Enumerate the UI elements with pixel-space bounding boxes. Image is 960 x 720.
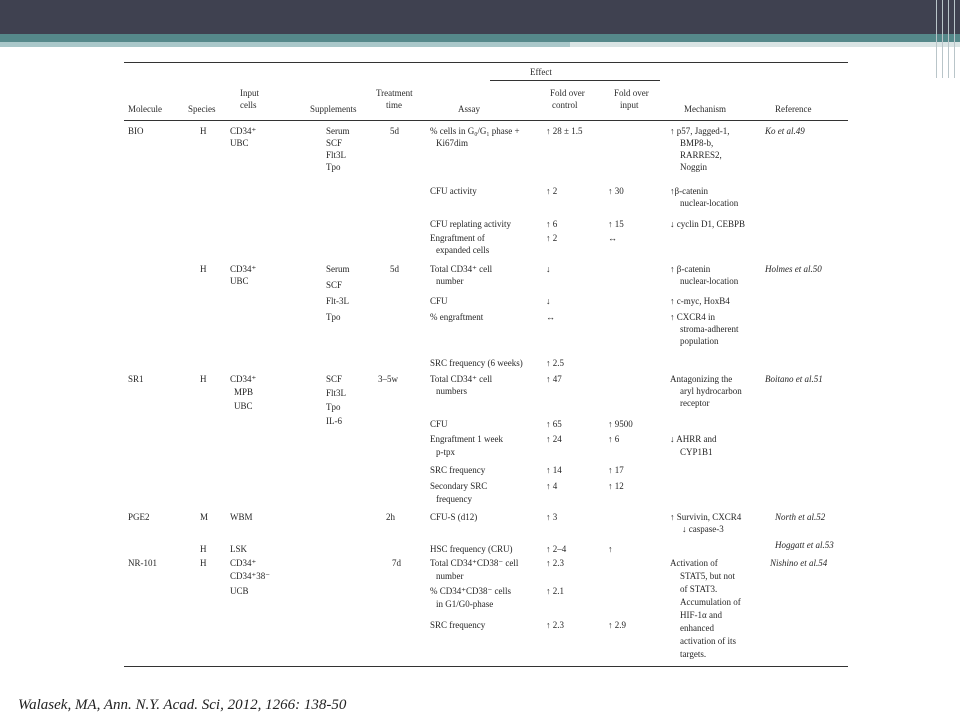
bio2-sup-1: Serum: [326, 264, 350, 274]
nr101-molecule: NR-101: [128, 558, 157, 568]
header-supplements: Supplements: [310, 104, 357, 114]
nr101-mech-1: Activation of: [670, 558, 718, 568]
sr1-time: 3–5w: [378, 374, 398, 384]
bio1-sup-2: SCF: [326, 138, 343, 148]
pge2-mech-1: ↑ Survivin, CXCR4: [670, 512, 742, 522]
pge2-species-2: H: [200, 544, 207, 554]
nr101-mech-1g: activation of its: [680, 636, 736, 646]
bio1-sup-1: Serum: [326, 126, 350, 136]
bio2-species: H: [200, 264, 207, 274]
sr1-assay-3: Engraftment 1 week: [430, 434, 503, 444]
nr101-assay-2b: in G1/G0-phase: [436, 599, 494, 609]
sr1-assay-1b: numbers: [436, 386, 467, 396]
header-input-2: cells: [240, 100, 257, 110]
nr101-assay-3: SRC frequency: [430, 620, 486, 630]
nr101-cells-2: CD34⁺38⁻: [230, 571, 271, 581]
header-fold-input-1: Fold over: [614, 88, 649, 98]
bio1-control-3: ↑ 6: [546, 219, 558, 229]
sr1-sup-1: SCF: [326, 374, 343, 384]
pge2-assay-1: CFU-S (d12): [430, 512, 478, 522]
sr1-cells-1: CD34⁺: [230, 374, 257, 384]
sr1-assay-2: CFU: [430, 419, 448, 429]
nr101-mech-1b: STAT5, but not: [680, 571, 736, 581]
header-species: Species: [188, 104, 216, 114]
header-fold-control-2: control: [552, 100, 578, 110]
sr1-sup-4: IL-6: [326, 416, 342, 426]
table-top-rule: [124, 62, 848, 63]
bio1-mech-3: ↓ cyclin D1, CEBPB: [670, 219, 746, 229]
nr101-control-2: ↑ 2.1: [546, 586, 564, 596]
bio1-assay-4: Engraftment of: [430, 233, 485, 243]
bio1-cells-2: UBC: [230, 138, 249, 148]
nr101-cells-1: CD34⁺: [230, 558, 257, 568]
bio1-input-4: ↔: [608, 233, 617, 243]
sr1-assay-3b: p-tpx: [436, 447, 455, 457]
header-effect: Effect: [530, 67, 552, 77]
bio1-sup-4: Tpo: [326, 162, 341, 172]
header-input-1: Input: [240, 88, 259, 98]
bio1-mech-1c: RARRES2,: [680, 150, 722, 160]
pge2-species: M: [200, 512, 209, 522]
sr1-control-4: ↑ 14: [546, 465, 562, 475]
corner-decoration: [930, 0, 960, 78]
bio1-molecule: BIO: [128, 126, 144, 136]
nr101-mech-1e: HIF-1α and: [680, 610, 722, 620]
bio1-control-1: ↑ 28 ± 1.5: [546, 126, 583, 136]
bio2-assay-3: % engraftment: [430, 312, 484, 322]
bio1-assay-3: CFU replating activity: [430, 219, 511, 229]
title-bar: [0, 0, 960, 34]
bio1-mech-2b: nuclear-location: [680, 198, 739, 208]
bio2-sup-4: Tpo: [326, 312, 341, 322]
pge2-molecule: PGE2: [128, 512, 150, 522]
bio2-sup-2: SCF: [326, 280, 343, 290]
pge2-mech-1b: ↓ caspase-3: [682, 524, 724, 534]
header-fold-input-2: input: [620, 100, 639, 110]
bio2-sup-3: Flt-3L: [326, 296, 350, 306]
bio1-control-4: ↑ 2: [546, 233, 558, 243]
accent-stripe-light-right: [570, 42, 960, 47]
bio2-mech-3: ↑ CXCR4 in: [670, 312, 716, 322]
sr1-control-5: ↑ 4: [546, 481, 558, 491]
bio1-reference: Ko et al.49: [765, 126, 805, 136]
header-fold-control-1: Fold over: [550, 88, 585, 98]
nr101-control-1: ↑ 2.3: [546, 558, 564, 568]
bio2-control-3: ↔: [546, 312, 555, 322]
sr1-cells-2: MPB: [234, 387, 254, 397]
nr101-control-3: ↑ 2.3: [546, 620, 564, 630]
bio1-control-2: ↑ 2: [546, 186, 558, 196]
nr101-time: 7d: [392, 558, 401, 568]
header-molecule: Molecule: [128, 104, 162, 114]
bio1-mech-1b: BMP8-b,: [680, 138, 714, 148]
bio1-input-2: ↑ 30: [608, 186, 624, 196]
bio1-assay-1: % cells in G₀/G₁ phase +: [430, 126, 520, 136]
header-treatment-1: Treatment: [376, 88, 413, 98]
sr1-mech-1: Antagonizing the: [670, 374, 733, 384]
bio1-assay-4b: expanded cells: [436, 245, 490, 255]
bio1-assay-2: CFU activity: [430, 186, 477, 196]
sr1-assay-1: Total CD34⁺ cell: [430, 374, 493, 384]
nr101-assay-1: Total CD34⁺CD38⁻ cell: [430, 558, 519, 568]
accent-stripe-light: [0, 42, 570, 47]
bio2-mech-1b: nuclear-location: [680, 276, 739, 286]
header-assay: Assay: [458, 104, 480, 114]
effect-rule: [490, 80, 660, 81]
sr1-control-3: ↑ 24: [546, 434, 562, 444]
pge2-reference-2: Hoggatt et al.53: [775, 540, 834, 550]
sr1-sup-2: Flt3L: [326, 388, 347, 398]
bio1-mech-1: ↑ p57, Jagged-1,: [670, 126, 730, 136]
bio2-mech-3b: stroma-adherent: [680, 324, 739, 334]
nr101-assay-2: % CD34⁺CD38⁻ cells: [430, 586, 511, 596]
pge2-time: 2h: [386, 512, 395, 522]
bio1-sup-3: Flt3L: [326, 150, 347, 160]
bio2-mech-2: ↑ c-myc, HoxB4: [670, 296, 730, 306]
nr101-mech-1f: enhanced: [680, 623, 714, 633]
sr1-mech-3: ↓ AHRR and: [670, 434, 717, 444]
bio2-control-2: ↓: [546, 296, 551, 306]
pge2-input-2: ↑: [608, 544, 613, 554]
bio2-control-4: ↑ 2.5: [546, 358, 564, 368]
bio1-mech-2: ↑β-catenin: [670, 186, 709, 196]
header-reference: Reference: [775, 104, 812, 114]
pge2-control-1: ↑ 3: [546, 512, 558, 522]
bio2-assay-1b: number: [436, 276, 464, 286]
sr1-assay-4: SRC frequency: [430, 465, 486, 475]
sr1-cells-3: UBC: [234, 401, 253, 411]
pge2-reference: North et al.52: [775, 512, 826, 522]
sr1-assay-5: Secondary SRC: [430, 481, 488, 491]
header-treatment-2: time: [386, 100, 402, 110]
bio2-assay-4: SRC frequency (6 weeks): [430, 358, 523, 368]
sr1-mech-1c: receptor: [680, 398, 710, 408]
bio2-mech-3c: population: [680, 336, 719, 346]
nr101-assay-1b: number: [436, 571, 464, 581]
accent-stripe: [0, 34, 960, 42]
sr1-control-2: ↑ 65: [546, 419, 562, 429]
sr1-control-1: ↑ 47: [546, 374, 562, 384]
bio2-cells-2: UBC: [230, 276, 249, 286]
bio2-assay-2: CFU: [430, 296, 448, 306]
bio2-control-1: ↓: [546, 264, 551, 274]
citation: Walasek, MA, Ann. N.Y. Acad. Sci, 2012, 1266: 138-50: [18, 697, 347, 713]
bio1-assay-1b: Ki67dim: [436, 138, 469, 148]
sr1-species: H: [200, 374, 207, 384]
bio2-mech-1: ↑ β-catenin: [670, 264, 711, 274]
sr1-assay-5b: frequency: [436, 494, 472, 504]
nr101-species: H: [200, 558, 207, 568]
nr101-mech-1c: of STAT3.: [680, 584, 718, 594]
pge2-control-2: ↑ 2–4: [546, 544, 567, 554]
header-mechanism: Mechanism: [684, 104, 726, 114]
table-bottom-rule: [124, 666, 848, 667]
bio2-assay-1: Total CD34⁺ cell: [430, 264, 493, 274]
sr1-molecule: SR1: [128, 374, 144, 384]
nr101-mech-1d: Accumulation of: [680, 597, 741, 607]
nr101-input-3: ↑ 2.9: [608, 620, 626, 630]
pge2-cells: WBM: [230, 512, 253, 522]
bio1-input-3: ↑ 15: [608, 219, 624, 229]
header-rule: [124, 120, 848, 121]
sr1-mech-3b: CYP1B1: [680, 447, 713, 457]
data-table: [120, 58, 850, 688]
sr1-mech-1b: aryl hydrocarbon: [680, 386, 742, 396]
sr1-input-5: ↑ 12: [608, 481, 624, 491]
bio1-cells-1: CD34⁺: [230, 126, 257, 136]
bio2-reference: Holmes et al.50: [765, 264, 822, 274]
bio1-species: H: [200, 126, 207, 136]
bio1-mech-1d: Noggin: [680, 162, 707, 172]
nr101-mech-1h: targets.: [680, 649, 707, 659]
sr1-reference: Boitano et al.51: [765, 374, 823, 384]
nr101-cells-3: UCB: [230, 586, 249, 596]
bio2-time: 5d: [390, 264, 399, 274]
nr101-reference: Nishino et al.54: [770, 558, 828, 568]
sr1-sup-3: Tpo: [326, 402, 341, 412]
pge2-cells-2: LSK: [230, 544, 248, 554]
pge2-assay-2: HSC frequency (CRU): [430, 544, 513, 554]
sr1-input-3: ↑ 6: [608, 434, 620, 444]
sr1-input-4: ↑ 17: [608, 465, 624, 475]
bio1-time: 5d: [390, 126, 399, 136]
bio2-cells-1: CD34⁺: [230, 264, 257, 274]
sr1-input-2: ↑ 9500: [608, 419, 633, 429]
